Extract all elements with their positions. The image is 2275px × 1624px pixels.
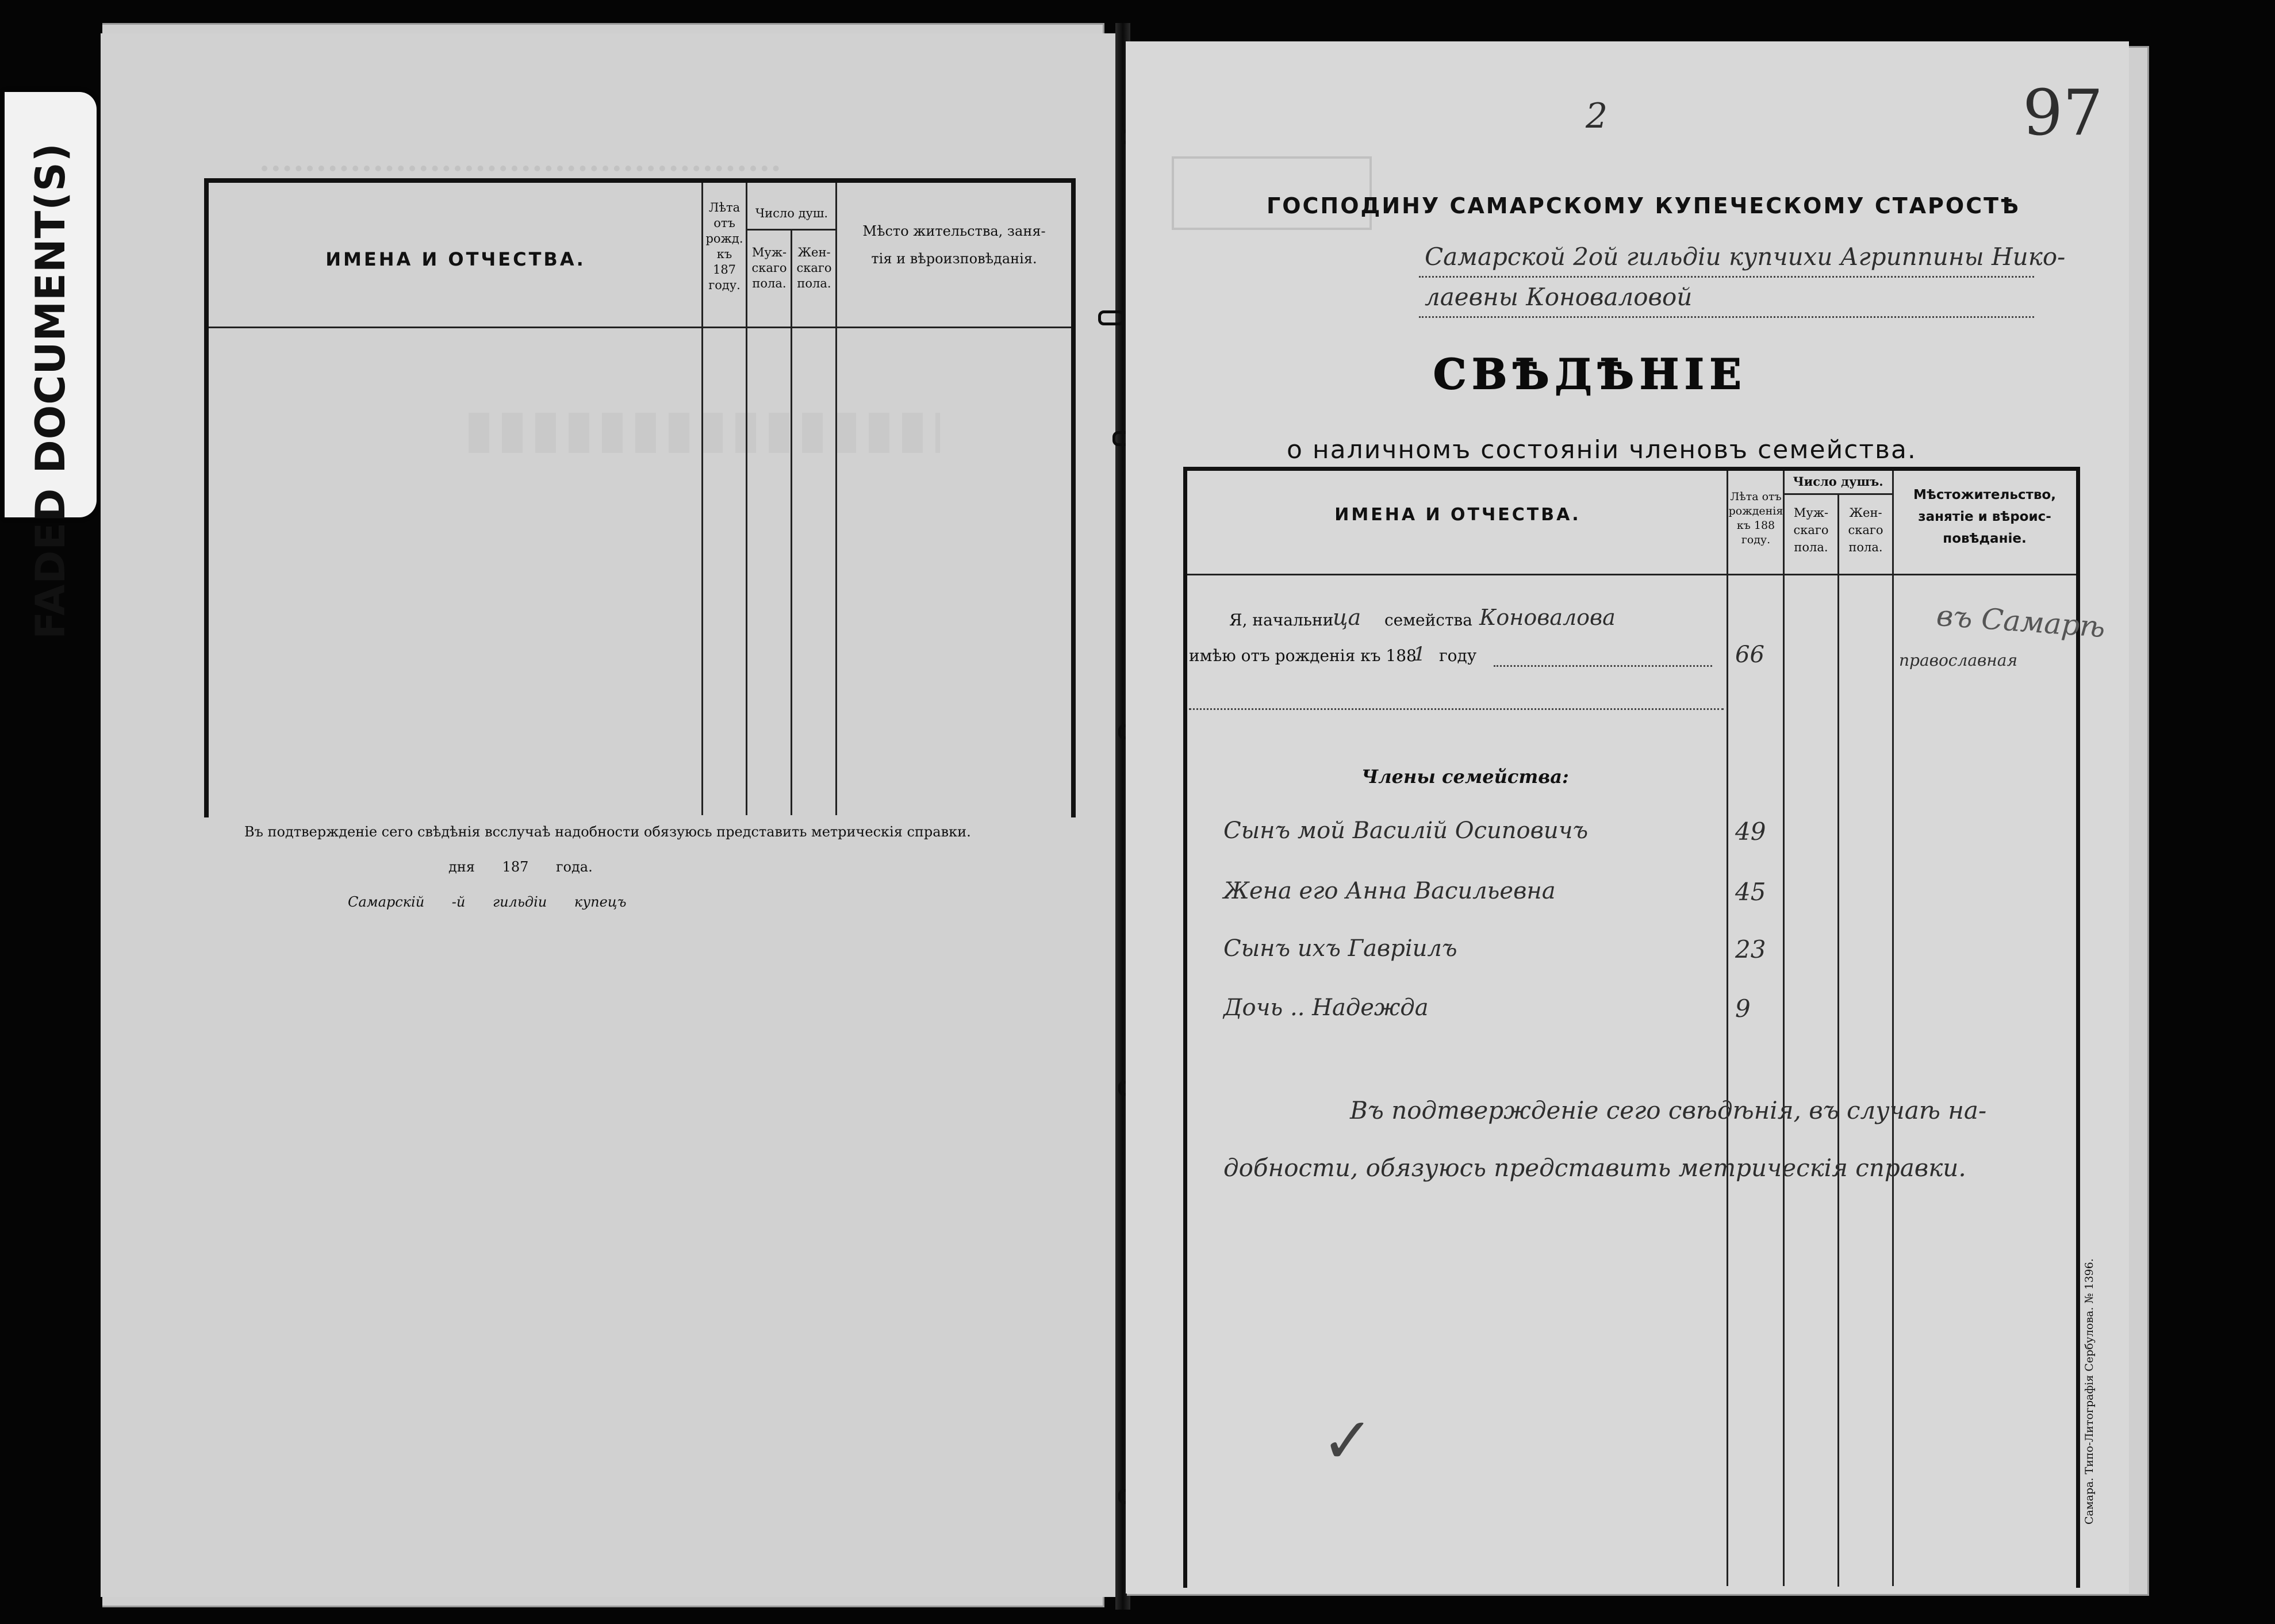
left-header-names: ИМЕНА И ОТЧЕСТВА.: [325, 248, 586, 270]
faded-documents-tag: [5, 92, 97, 639]
right-header-residence: Мѣстожительство, занятіе и вѣроис- повѣданіе.: [1913, 487, 2056, 546]
member-text: Сынъ мой Василій Осиповичъ: [1223, 817, 1589, 844]
left-header-female: Жен- скаго пола.: [796, 245, 832, 290]
addressee-line-1: Самарской 2ой гильдіи купчихи Агриппины Нико-: [1425, 243, 2066, 271]
document-subtitle: о наличномъ состояніи членовъ семейства.: [1287, 435, 1917, 464]
right-table-col-2: [1783, 471, 1785, 1586]
left-table-top-border: [204, 178, 1075, 183]
left-header-male: Муж- скаго пола.: [751, 245, 787, 290]
member-age: 45: [1735, 878, 1766, 906]
head-residence-faith: православная: [1899, 651, 2017, 670]
right-confirmation-line-1: Въ подтвержденіе сего свѣдѣнія, въ случаѣ на-: [1350, 1096, 1987, 1124]
right-page: [1126, 41, 2129, 1594]
left-page: [101, 33, 1124, 1597]
left-header-souls: Число душ.: [755, 206, 828, 220]
members-title: Члены семейства:: [1361, 766, 1569, 788]
right-header-names: ИМЕНА И ОТЧЕСТВА.: [1334, 505, 1581, 525]
faded-documents-label: FADED DOCUMENT(S): [27, 143, 74, 639]
head-line-gender: ца: [1333, 605, 1361, 630]
head-birth-line: имѣю отъ рожденія къ 188: [1189, 646, 1417, 665]
right-header-male: Муж- скаго пола.: [1793, 506, 1829, 554]
head-age: 66: [1735, 642, 1764, 668]
right-table-top-border: [1183, 467, 2080, 471]
head-birth-dots: [1494, 665, 1712, 667]
left-table-right-border: [1071, 178, 1076, 817]
right-table-col-3: [1837, 494, 1839, 1587]
member-text: Сынъ ихъ Гавріилъ: [1223, 935, 1457, 962]
member-age: 23: [1735, 935, 1766, 963]
right-header-female: Жен- скаго пола.: [1848, 506, 1883, 554]
right-table-col-1: [1727, 471, 1728, 1586]
left-date-line: дня 187 года.: [448, 859, 593, 875]
left-header-years: Лѣта отъ рожд. къ 187 году.: [705, 201, 743, 292]
head-surname: Коновалова: [1479, 605, 1616, 630]
check-mark: ✓: [1321, 1404, 1375, 1477]
addressee-underline-2: [1419, 316, 2034, 318]
head-birth-year-word: году: [1439, 646, 1477, 665]
printer-imprint: Самара. Типо-Литографія Сербулова. № 1396.: [2083, 1258, 2096, 1525]
bleed-through-title: [469, 413, 940, 453]
head-extra-dots: [1189, 708, 1724, 710]
member-text: Дочь .. Надежда: [1223, 995, 1429, 1021]
top-pencil-mark: 2: [1586, 96, 1608, 136]
addressee-line-2: лаевны Коноваловой: [1425, 283, 1693, 311]
right-header-years: Лѣта отъ рожденія къ 188 году.: [1728, 490, 1783, 546]
left-header-residence: Мѣсто жительства, заня- тія и вѣроизповѣданія.: [862, 223, 1046, 267]
page-number: 97: [2023, 76, 2103, 149]
right-table-col-4: [1892, 471, 1894, 1586]
left-confirmation: Въ подтвержденіе сего свѣдѣнія всслучаѣ надобности обязуюсь представить метрическія справки.: [244, 824, 971, 840]
head-birth-year-digit: 1: [1413, 643, 1426, 666]
head-residence-city: въ Самарѣ: [1935, 598, 2107, 644]
member-age: 9: [1735, 995, 1751, 1023]
left-signature-line: Самарскій -й гильдіи купецъ: [348, 894, 627, 910]
binding-ring: [1098, 310, 1125, 325]
left-table-header-rule: [209, 327, 1071, 328]
right-header-souls: Число душъ.: [1793, 474, 1883, 489]
right-table-left-border: [1183, 467, 1187, 1588]
addressee-underline-1: [1419, 276, 2034, 278]
document-title: СВѢДѢНІЕ: [1433, 350, 1747, 398]
right-table-header-rule: [1187, 574, 2076, 575]
left-table-col-3: [791, 230, 792, 815]
head-line-prefix: Я, начальни: [1229, 611, 1334, 629]
addressee-heading: ГОСПОДИНУ САМАРСКОМУ КУПЕЧЕСКОМУ СТАРОСТѢ: [1267, 193, 2020, 218]
right-confirmation-line-2: добности, обязуюсь представить метрическія справки.: [1223, 1154, 1966, 1182]
left-table-left-border: [204, 178, 209, 817]
head-line-family-word: семейства: [1384, 611, 1472, 629]
member-age: 49: [1735, 817, 1766, 846]
member-text: Жена его Анна Васильевна: [1223, 878, 1556, 904]
